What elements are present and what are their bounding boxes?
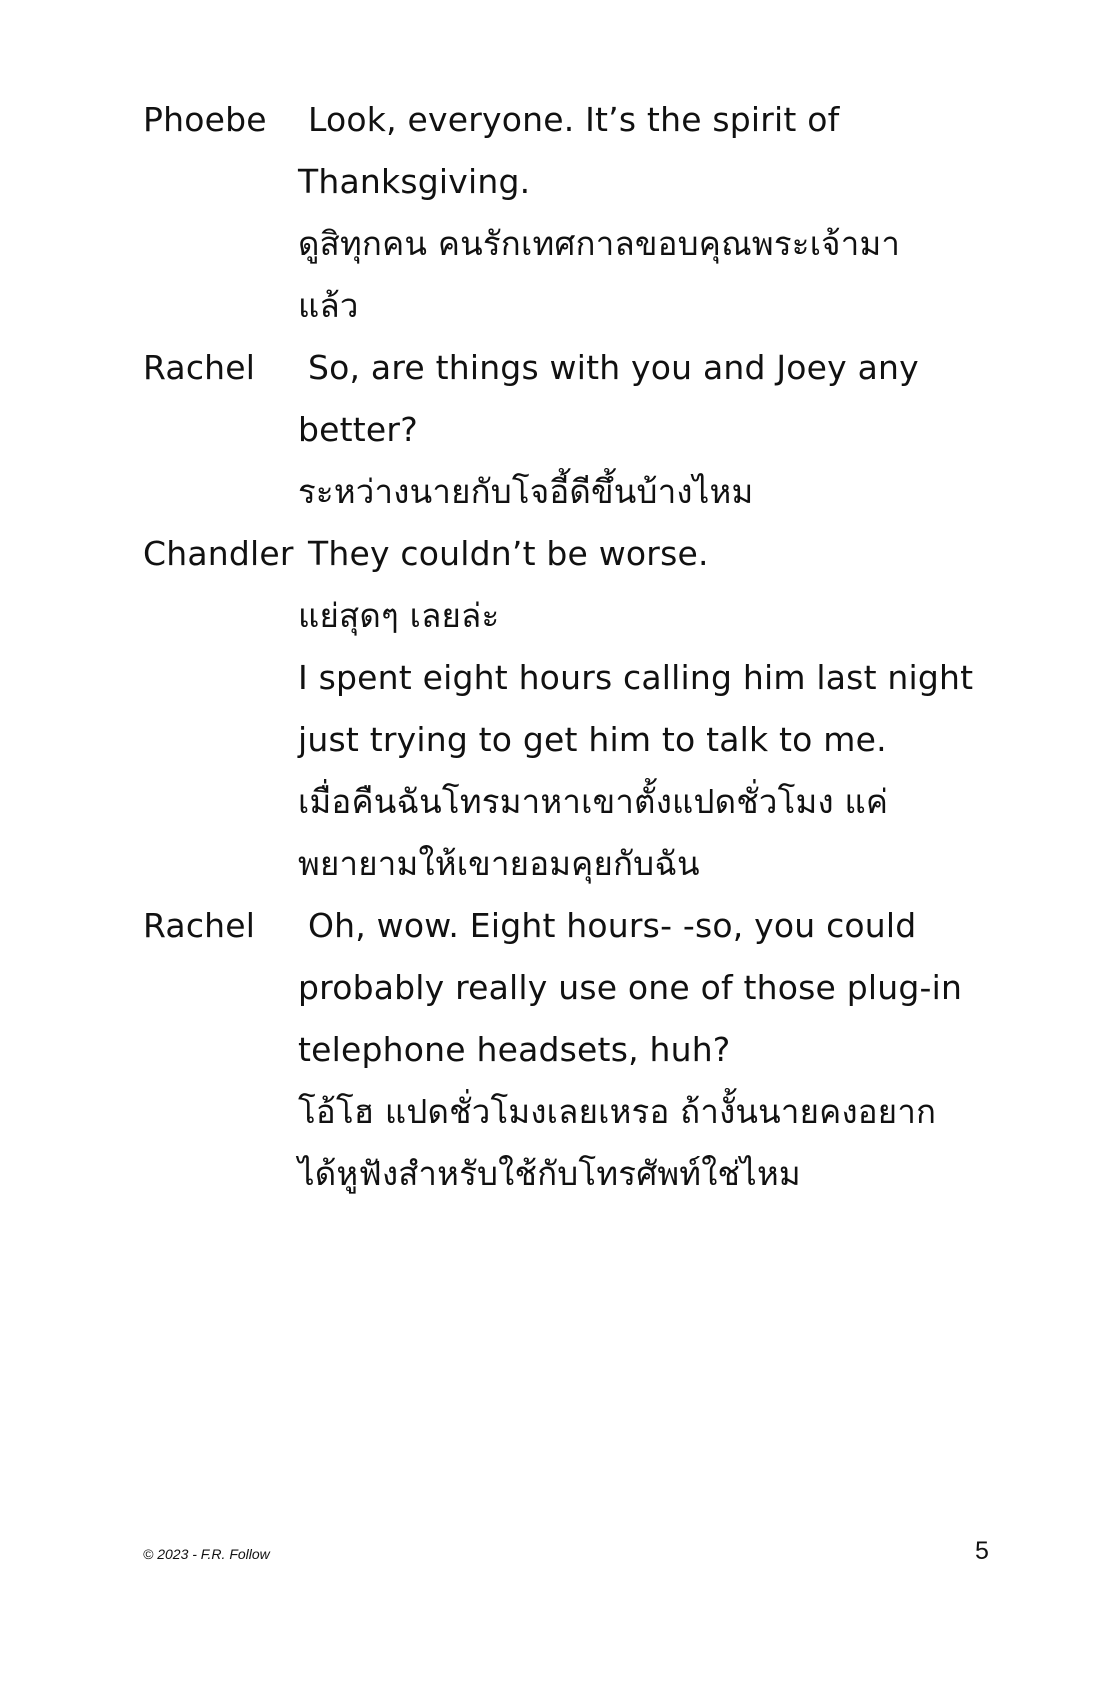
copyright-footer: © 2023 - F.R. Follow <box>143 1546 270 1562</box>
dialogue-line: So, are things with you and Joey any <box>308 348 919 387</box>
dialogue-line-thai: โอ้โฮ แปดชั่วโมงเลยเหรอ ถ้างั้นนายคงอยาก <box>298 1092 937 1131</box>
dialogue-line-thai: ดูสิทุกคน คนรักเทศกาลขอบคุณพระเจ้ามา <box>298 224 901 263</box>
dialogue-line-thai: ได้หูฟังสำหรับใช้กับโทรศัพท์ใช่ไหม <box>298 1154 801 1193</box>
dialogue-line: telephone headsets, huh? <box>298 1030 731 1069</box>
dialogue-line: Look, everyone. It’s the spirit of <box>308 100 840 139</box>
dialogue-line: probably really use one of those plug-in <box>298 968 963 1007</box>
dialogue-line-thai: พยายามให้เขายอมคุยกับฉัน <box>298 844 700 883</box>
dialogue-line: I spent eight hours calling him last night <box>298 658 974 697</box>
dialogue-line: Oh, wow. Eight hours- -so, you could <box>308 906 917 945</box>
dialogue-line-thai: ระหว่างนายกับโจอี้ดีขึ้นบ้างไหม <box>298 472 754 511</box>
speaker-name: Chandler <box>143 534 294 573</box>
dialogue-line-thai: แล้ว <box>298 286 359 325</box>
dialogue-line: better? <box>298 410 418 449</box>
dialogue-line: Thanksgiving. <box>298 162 531 201</box>
dialogue-line-thai: แย่สุดๆ เลยล่ะ <box>298 596 500 635</box>
speaker-name: Phoebe <box>143 100 267 139</box>
speaker-name: Rachel <box>143 906 256 945</box>
page-number: 5 <box>975 1537 989 1565</box>
dialogue-line: just trying to get him to talk to me. <box>298 720 887 759</box>
dialogue-line-thai: เมื่อคืนฉันโทรมาหาเขาตั้งแปดชั่วโมง แค่ <box>298 782 889 821</box>
dialogue-line: They couldn’t be worse. <box>308 534 709 573</box>
speaker-name: Rachel <box>143 348 256 387</box>
